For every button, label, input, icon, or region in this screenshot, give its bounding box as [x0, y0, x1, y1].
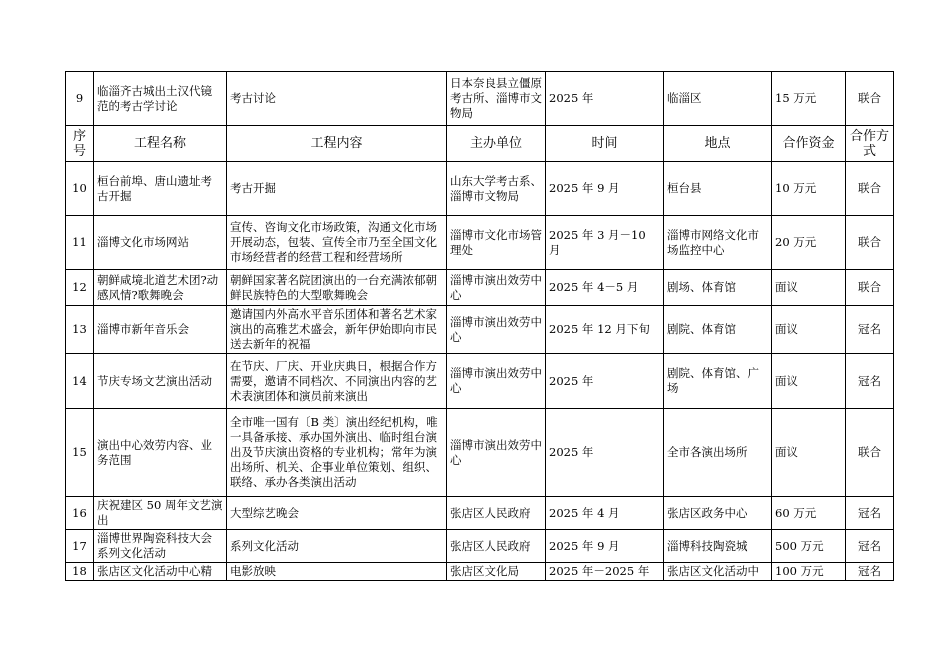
cell-place: 淄博科技陶瓷城 — [664, 530, 772, 563]
table-row — [66, 162, 894, 216]
cell-mode: 联合 — [846, 270, 894, 306]
cell-content: 宣传、咨询文化市场政策，沟通文化市场开展动态，包装、宣传全市乃至全国文化市场经营者的经营工程和经营场所 — [227, 216, 447, 270]
cell-fund: 面议 — [772, 354, 846, 409]
cell-fund: 10 万元 — [772, 162, 846, 216]
cell-place: 全市各演出场所 — [664, 409, 772, 497]
cell-host: 张店区文化局 — [447, 563, 546, 581]
cell-no: 9 — [66, 72, 94, 126]
cell-fund: 60 万元 — [772, 497, 846, 530]
cell-name: 临淄齐古城出土汉代镜范的考古学讨论 — [94, 72, 227, 126]
cell-time: 2025 年 12 月下旬 — [546, 306, 664, 354]
cell-name: 演出中心效劳内容、业务范围 — [94, 409, 227, 497]
cell-fund: 面议 — [772, 270, 846, 306]
cell-place: 剧场、体育馆 — [664, 270, 772, 306]
cell-fund: 面议 — [772, 306, 846, 354]
cell-time: 2025 年－2025 年 — [546, 563, 664, 581]
cell-content: 在节庆、厂庆、开业庆典日，根据合作方需要，邀请不同档次、不同演出内容的艺术表演团体和演员前来演出 — [227, 354, 447, 409]
cell-content: 全市唯一国有〔B 类〕演出经纪机构，唯一具备承接、承办国外演出、临时组台演出及节庆演出资格的专业机构；常年为演出场所、机关、企事业单位策划、组织、联络、承办各类演出活动 — [227, 409, 447, 497]
table-row — [66, 497, 894, 530]
cell-place: 张店区文化活动中 — [664, 563, 772, 581]
cell-time: 2025 年 9 月 — [546, 530, 664, 563]
cell-host: 日本奈良县立僵原考古所、淄博市文物局 — [447, 72, 546, 126]
cell-fund: 100 万元 — [772, 563, 846, 581]
cell-content: 邀请国内外高水平音乐团体和著名艺术家演出的高雅艺术盛会，新年伊始即向市民送去新年的祝福 — [227, 306, 447, 354]
cell-host: 淄博市演出效劳中心 — [447, 270, 546, 306]
cell-time: 2025 年 4 月 — [546, 497, 664, 530]
cell-host: 淄博市文化市场管理处 — [447, 216, 546, 270]
table-body — [66, 72, 894, 581]
table-row — [66, 354, 894, 409]
table-row — [66, 270, 894, 306]
cell-host: 淄博市演出效劳中心 — [447, 354, 546, 409]
cell-mode: 联合 — [846, 409, 894, 497]
cell-place: 张店区政务中心 — [664, 497, 772, 530]
cell-host: 淄博市演出效劳中心 — [447, 306, 546, 354]
cell-mode: 冠名 — [846, 530, 894, 563]
cell-content: 系列文化活动 — [227, 530, 447, 563]
cell-name: 朝鲜咸境北道艺术团?动感风情?歌舞晚会 — [94, 270, 227, 306]
cell-place: 剧院、体育馆、广场 — [664, 354, 772, 409]
cell-no: 13 — [66, 306, 94, 354]
cell-place: 剧院、体育馆 — [664, 306, 772, 354]
table-row — [66, 563, 894, 581]
cell-time: 2025 年 4－5 月 — [546, 270, 664, 306]
header-no: 序号 — [66, 126, 94, 162]
cell-mode: 冠名 — [846, 306, 894, 354]
cell-no: 16 — [66, 497, 94, 530]
cell-content: 考古开掘 — [227, 162, 447, 216]
cell-name: 庆祝建区 50 周年文艺演出 — [94, 497, 227, 530]
cell-no: 14 — [66, 354, 94, 409]
cell-mode: 联合 — [846, 162, 894, 216]
table-row — [66, 216, 894, 270]
cell-no: 18 — [66, 563, 94, 581]
cell-no: 12 — [66, 270, 94, 306]
header-place: 地点 — [664, 126, 772, 162]
header-content: 工程内容 — [227, 126, 447, 162]
header-mode: 合作方式 — [846, 126, 894, 162]
cell-fund: 面议 — [772, 409, 846, 497]
cell-time: 2025 年 9 月 — [546, 162, 664, 216]
cell-fund: 15 万元 — [772, 72, 846, 126]
header-name: 工程名称 — [94, 126, 227, 162]
table-row — [66, 530, 894, 563]
cell-host: 张店区人民政府 — [447, 530, 546, 563]
cell-name: 节庆专场文艺演出活动 — [94, 354, 227, 409]
cell-time: 2025 年 — [546, 72, 664, 126]
cell-mode: 冠名 — [846, 354, 894, 409]
cell-fund: 20 万元 — [772, 216, 846, 270]
cell-name: 淄博世界陶瓷科技大会系列文化活动 — [94, 530, 227, 563]
header-fund: 合作资金 — [772, 126, 846, 162]
cell-no: 10 — [66, 162, 94, 216]
cell-content: 大型综艺晚会 — [227, 497, 447, 530]
cell-content: 电影放映 — [227, 563, 447, 581]
cell-place: 桓台县 — [664, 162, 772, 216]
cell-host: 山东大学考古系、淄博市文物局 — [447, 162, 546, 216]
table-row — [66, 72, 894, 126]
cell-name: 张店区文化活动中心精 — [94, 563, 227, 581]
cell-mode: 冠名 — [846, 497, 894, 530]
cell-mode: 联合 — [846, 72, 894, 126]
cell-time: 2025 年 3 月－10 月 — [546, 216, 664, 270]
cell-place: 淄博市网络文化市场监控中心 — [664, 216, 772, 270]
cell-no: 17 — [66, 530, 94, 563]
cell-content: 考古讨论 — [227, 72, 447, 126]
table-row — [66, 306, 894, 354]
cell-content: 朝鲜国家著名院团演出的一台充满浓郁朝鲜民族特色的大型歌舞晚会 — [227, 270, 447, 306]
cell-place: 临淄区 — [664, 72, 772, 126]
cell-name: 淄博市新年音乐会 — [94, 306, 227, 354]
cell-host: 张店区人民政府 — [447, 497, 546, 530]
cell-fund: 500 万元 — [772, 530, 846, 563]
cell-time: 2025 年 — [546, 354, 664, 409]
cell-host: 淄博市演出效劳中心 — [447, 409, 546, 497]
cell-name: 桓台前埠、唐山遗址考古开掘 — [94, 162, 227, 216]
header-time: 时间 — [546, 126, 664, 162]
cell-no: 11 — [66, 216, 94, 270]
cell-mode: 冠名 — [846, 563, 894, 581]
table-row — [66, 409, 894, 497]
project-table — [65, 71, 894, 581]
cell-mode: 联合 — [846, 216, 894, 270]
header-host: 主办单位 — [447, 126, 546, 162]
cell-no: 15 — [66, 409, 94, 497]
table-header-row — [66, 126, 894, 162]
cell-name: 淄博文化市场网站 — [94, 216, 227, 270]
cell-time: 2025 年 — [546, 409, 664, 497]
